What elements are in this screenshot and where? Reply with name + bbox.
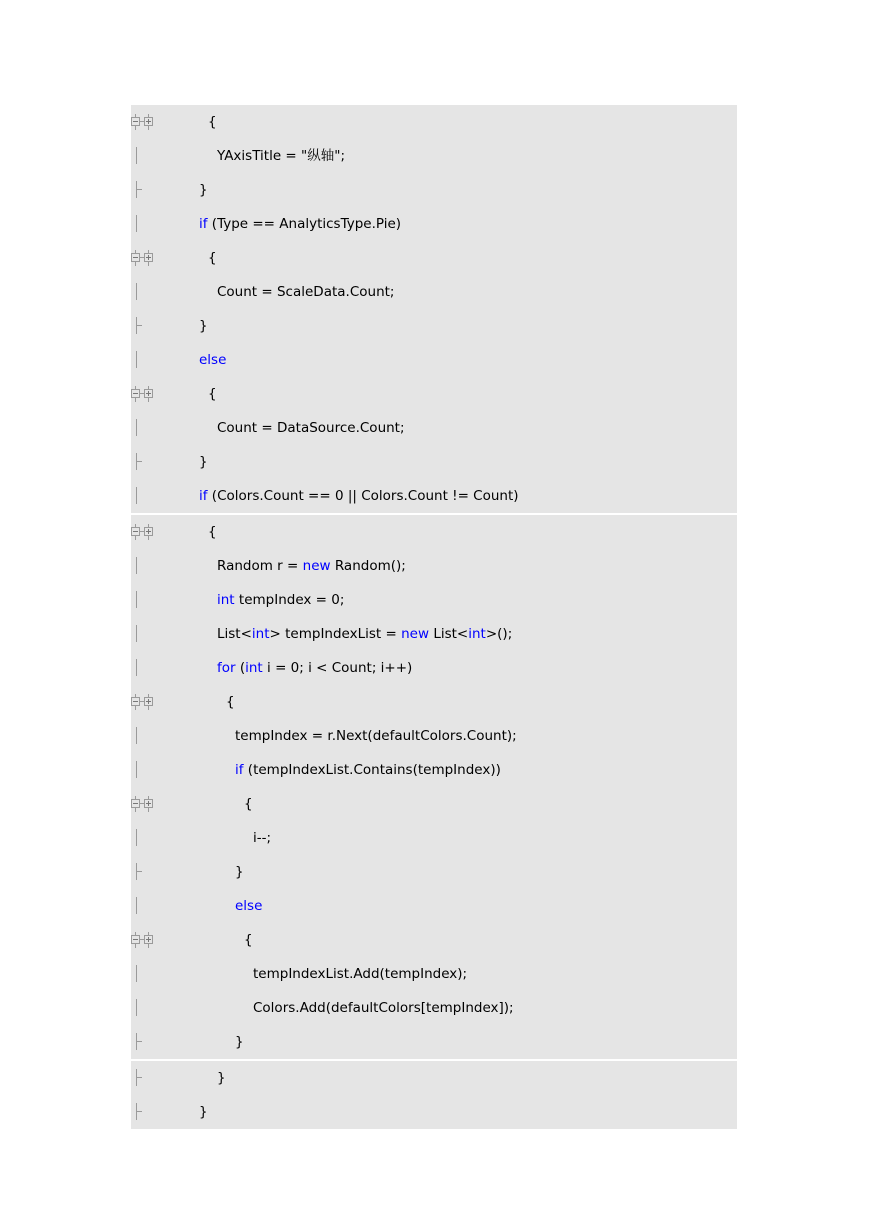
code-line	[131, 1095, 737, 1129]
code-token: }	[199, 1104, 208, 1120]
code-token: {	[244, 796, 253, 812]
code-text	[217, 651, 412, 685]
outline-bar-icon	[131, 889, 165, 923]
outline-bar-icon	[131, 549, 165, 583]
expand-collapse-icon[interactable]	[131, 923, 165, 957]
outline-bar-icon	[131, 275, 165, 309]
code-token: }	[235, 1034, 244, 1050]
code-keyword: if	[235, 762, 244, 778]
block-end-marker-icon	[131, 1095, 165, 1129]
code-keyword: int	[245, 660, 263, 676]
code-text	[235, 753, 501, 787]
code-token: {	[208, 524, 217, 540]
code-text	[217, 411, 405, 445]
outline-bar-icon	[131, 719, 165, 753]
block-end-marker-icon	[131, 445, 165, 479]
code-text	[208, 515, 217, 549]
code-token: {	[226, 694, 235, 710]
block-end-marker-icon	[131, 855, 165, 889]
outline-bar-icon	[131, 617, 165, 651]
code-text	[235, 719, 517, 753]
code-line	[131, 957, 737, 991]
block-end-marker-icon	[131, 173, 165, 207]
code-keyword: for	[217, 660, 236, 676]
code-text	[199, 173, 208, 207]
outline-bar-icon	[131, 957, 165, 991]
code-token: i = 0; i < Count; i++)	[262, 660, 413, 676]
code-token: }	[199, 182, 208, 198]
code-line	[131, 173, 737, 207]
code-text	[199, 479, 519, 513]
code-token: >();	[485, 626, 513, 642]
block-end-marker-icon	[131, 309, 165, 343]
outline-bar-icon	[131, 821, 165, 855]
code-line	[131, 651, 737, 685]
code-token: Colors.Add(defaultColors[tempIndex]);	[253, 1000, 514, 1016]
code-line	[131, 241, 737, 275]
code-token: {	[208, 386, 217, 402]
outline-bar-icon	[131, 651, 165, 685]
code-token: tempIndex = 0;	[234, 592, 345, 608]
expand-collapse-icon[interactable]	[131, 685, 165, 719]
code-line	[131, 1061, 737, 1095]
outline-bar-icon	[131, 753, 165, 787]
code-block	[131, 105, 737, 513]
code-block	[131, 515, 737, 1059]
expand-collapse-icon[interactable]	[131, 377, 165, 411]
code-line	[131, 309, 737, 343]
code-token: }	[199, 318, 208, 334]
code-text	[217, 617, 512, 651]
outline-bar-icon	[131, 991, 165, 1025]
outline-bar-icon	[131, 207, 165, 241]
code-text	[199, 343, 226, 377]
outline-bar-icon	[131, 583, 165, 617]
block-end-marker-icon	[131, 1061, 165, 1095]
code-line	[131, 719, 737, 753]
code-token: Random r =	[217, 558, 303, 574]
code-text	[208, 105, 217, 139]
code-keyword: if	[199, 488, 208, 504]
code-token: }	[217, 1070, 226, 1086]
code-token: YAxisTitle = "纵轴";	[217, 148, 345, 164]
code-text	[199, 309, 208, 343]
outline-bar-icon	[131, 343, 165, 377]
code-keyword: else	[235, 898, 263, 914]
code-line	[131, 275, 737, 309]
code-line	[131, 821, 737, 855]
code-line	[131, 139, 737, 173]
code-token: List<	[429, 626, 469, 642]
code-text	[199, 1095, 208, 1129]
code-keyword: else	[199, 352, 227, 368]
code-block	[131, 1061, 737, 1129]
code-line	[131, 889, 737, 923]
code-line	[131, 855, 737, 889]
code-line	[131, 377, 737, 411]
code-token: {	[208, 250, 217, 266]
expand-collapse-icon[interactable]	[131, 241, 165, 275]
code-line	[131, 207, 737, 241]
code-line	[131, 923, 737, 957]
code-text	[217, 275, 394, 309]
code-keyword: if	[199, 216, 208, 232]
code-text	[235, 889, 262, 923]
code-text	[244, 787, 253, 821]
code-text	[208, 241, 217, 275]
outline-bar-icon	[131, 139, 165, 173]
code-text	[253, 821, 271, 855]
code-line	[131, 105, 737, 139]
code-text	[217, 139, 345, 173]
code-token: List<	[217, 626, 252, 642]
code-token: {	[208, 114, 217, 130]
code-keyword: int	[468, 626, 486, 642]
code-text	[253, 957, 467, 991]
code-token: {	[244, 932, 253, 948]
code-text	[244, 923, 253, 957]
code-token: tempIndexList.Add(tempIndex);	[253, 966, 468, 982]
code-token: (tempIndexList.Contains(tempIndex))	[243, 762, 501, 778]
code-keyword: int	[251, 626, 270, 642]
code-token: (Colors.Count == 0 || Colors.Count != Count)	[207, 488, 519, 504]
code-text	[199, 445, 208, 479]
code-line	[131, 479, 737, 513]
code-token: Count = ScaleData.Count;	[217, 284, 395, 300]
code-token: }	[235, 864, 244, 880]
code-line	[131, 1025, 737, 1059]
code-text	[226, 685, 235, 719]
code-token: > tempIndexList =	[269, 626, 402, 642]
block-end-marker-icon	[131, 1025, 165, 1059]
code-token: Count = DataSource.Count;	[217, 420, 405, 436]
code-token: i--;	[253, 830, 272, 846]
code-text	[235, 855, 244, 889]
code-text	[208, 377, 217, 411]
expand-collapse-icon[interactable]	[131, 105, 165, 139]
code-line	[131, 549, 737, 583]
code-token: (	[235, 660, 246, 676]
code-line	[131, 445, 737, 479]
code-line	[131, 411, 737, 445]
outline-bar-icon	[131, 479, 165, 513]
code-text	[217, 583, 344, 617]
code-line	[131, 515, 737, 549]
code-line	[131, 685, 737, 719]
code-line	[131, 787, 737, 821]
code-text	[235, 1025, 244, 1059]
code-text	[217, 549, 406, 583]
expand-collapse-icon[interactable]	[131, 515, 165, 549]
code-line	[131, 991, 737, 1025]
code-token: tempIndex = r.Next(defaultColors.Count);	[235, 728, 517, 744]
code-text	[253, 991, 514, 1025]
code-token: (Type == AnalyticsType.Pie)	[207, 216, 402, 232]
code-text	[217, 1061, 226, 1095]
code-keyword: int	[217, 592, 235, 608]
outline-bar-icon	[131, 411, 165, 445]
code-line	[131, 583, 737, 617]
code-line	[131, 617, 737, 651]
code-token: Random();	[330, 558, 406, 574]
code-keyword: new	[401, 626, 430, 642]
expand-collapse-icon[interactable]	[131, 787, 165, 821]
code-line	[131, 343, 737, 377]
code-token: }	[199, 454, 208, 470]
code-text	[199, 207, 401, 241]
code-line	[131, 753, 737, 787]
code-keyword: new	[302, 558, 331, 574]
